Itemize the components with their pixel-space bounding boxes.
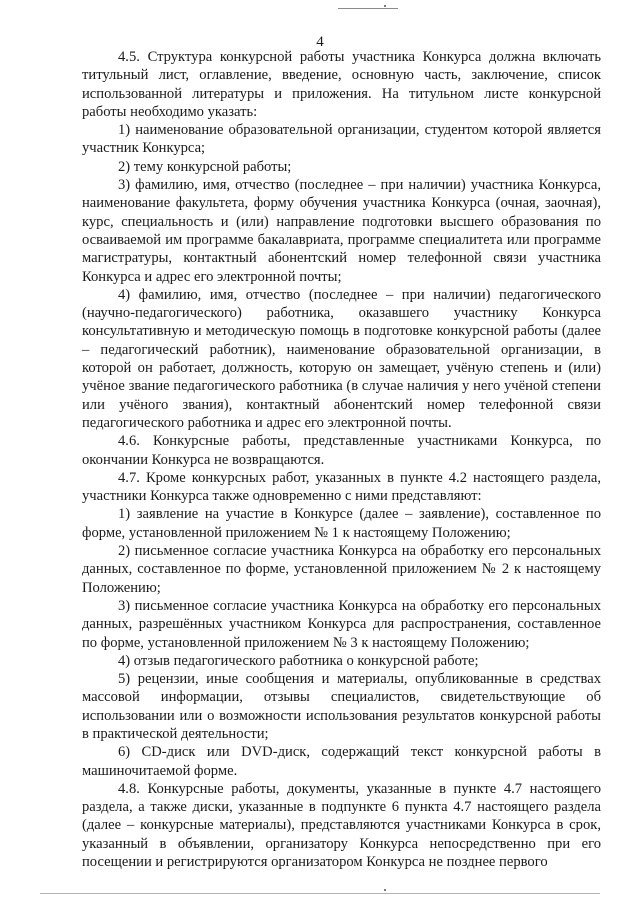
scan-artifact-dot	[384, 889, 386, 891]
list-item-4-7-2: 2) письменное согласие участника Конкурса на обработку его персональных данных, составленное по форме, установленной приложением № 2 к настоящему Положению;	[82, 543, 601, 596]
list-item-4-7-6: 6) CD-диск или DVD-диск, содержащий текст конкурсной работы в машиночитаемой форме.	[82, 744, 601, 779]
list-item-4-7-4: 4) отзыв педагогического работника о конкурсной работе;	[118, 652, 479, 669]
paragraph-4-5: 4.5. Структура конкурсной работы участника Конкурса должна включать титульный лист, оглавление, введение, основную часть, заключение, список использованной литературы и приложения. На титульном листе конкурсной работы необходимо указать:	[82, 49, 601, 120]
scan-artifact-dot	[384, 5, 386, 7]
paragraph-4-6: 4.6. Конкурсные работы, представленные участниками Конкурса, по окончании Конкурса не возвращаются.	[82, 433, 601, 468]
list-item-4-7-1: 1) заявление на участие в Конкурсе (далее – заявление), составленное по форме, установленной приложением № 1 к настоящему Положению;	[82, 506, 601, 541]
document-body	[82, 48, 601, 871]
paragraph-4-8: 4.8. Конкурсные работы, документы, указанные в пункте 4.7 настоящего раздела, а также диски, указанные в подпункте 6 пункта 4.7 настоящего раздела (далее – конкурсные материалы), представляются участниками Конкурса в срок, указанный в объявлении, организатору Конкурса непосредственно при его посещении и регистрируются организатором Конкурса не позднее первого	[82, 780, 601, 871]
scan-artifact-bottom	[40, 893, 600, 894]
list-item-4-5-1: 1) наименование образовательной организации, студентом которой является участник Конкурса;	[82, 122, 601, 157]
list-item-4-5-4: 4) фамилию, имя, отчество (последнее – при наличии) педагогического (научно-педагогического) работника, оказавшего участнику Конкурса консультативную и методическую помощь в подготовке конкурсной работы (далее – педагогический работник), наименование образовательной организации, в которой он работает, должность, которую он замещает, учёную степень и (или) учёное звание педагогического работника (в случае наличия у него учёной степени или учёного звания), контактный абонентский номер телефонной связи педагогического работника и адрес его электронной почты.	[82, 286, 601, 431]
list-item-4-7-3: 3) письменное согласие участника Конкурса на обработку его персональных данных, разрешённых участником Конкурса для распространения, составленное по форме, установленной приложением № 3 к настоящему Положению;	[82, 597, 601, 651]
page-number: 4	[316, 34, 324, 50]
scan-artifact-top	[338, 8, 398, 9]
list-item-4-7-5: 5) рецензии, иные сообщения и материалы, опубликованные в средствах массовой информации, отзывы специалистов, свидетельствующие об использовании или о возможности использования результатов конкурсной работы в практической деятельности;	[82, 671, 601, 742]
list-item-4-5-3: 3) фамилию, имя, отчество (последнее – при наличии) участника Конкурса, наименование факультета, форму обучения участника Конкурса (очная, заочная), курс, специальность и (или) направление подготовки высшего образования по осваиваемой им программе бакалавриата, программе специалитета или программе магистратуры, контактный абонентский номер телефонной связи участника Конкурса и адрес его электронной почты;	[82, 177, 601, 285]
paragraph-4-7: 4.7. Кроме конкурсных работ, указанных в пункте 4.2 настоящего раздела, участники Конкурса также одновременно с ними представляют:	[82, 469, 601, 505]
list-item-4-5-2: 2) тему конкурсной работы;	[118, 158, 292, 175]
